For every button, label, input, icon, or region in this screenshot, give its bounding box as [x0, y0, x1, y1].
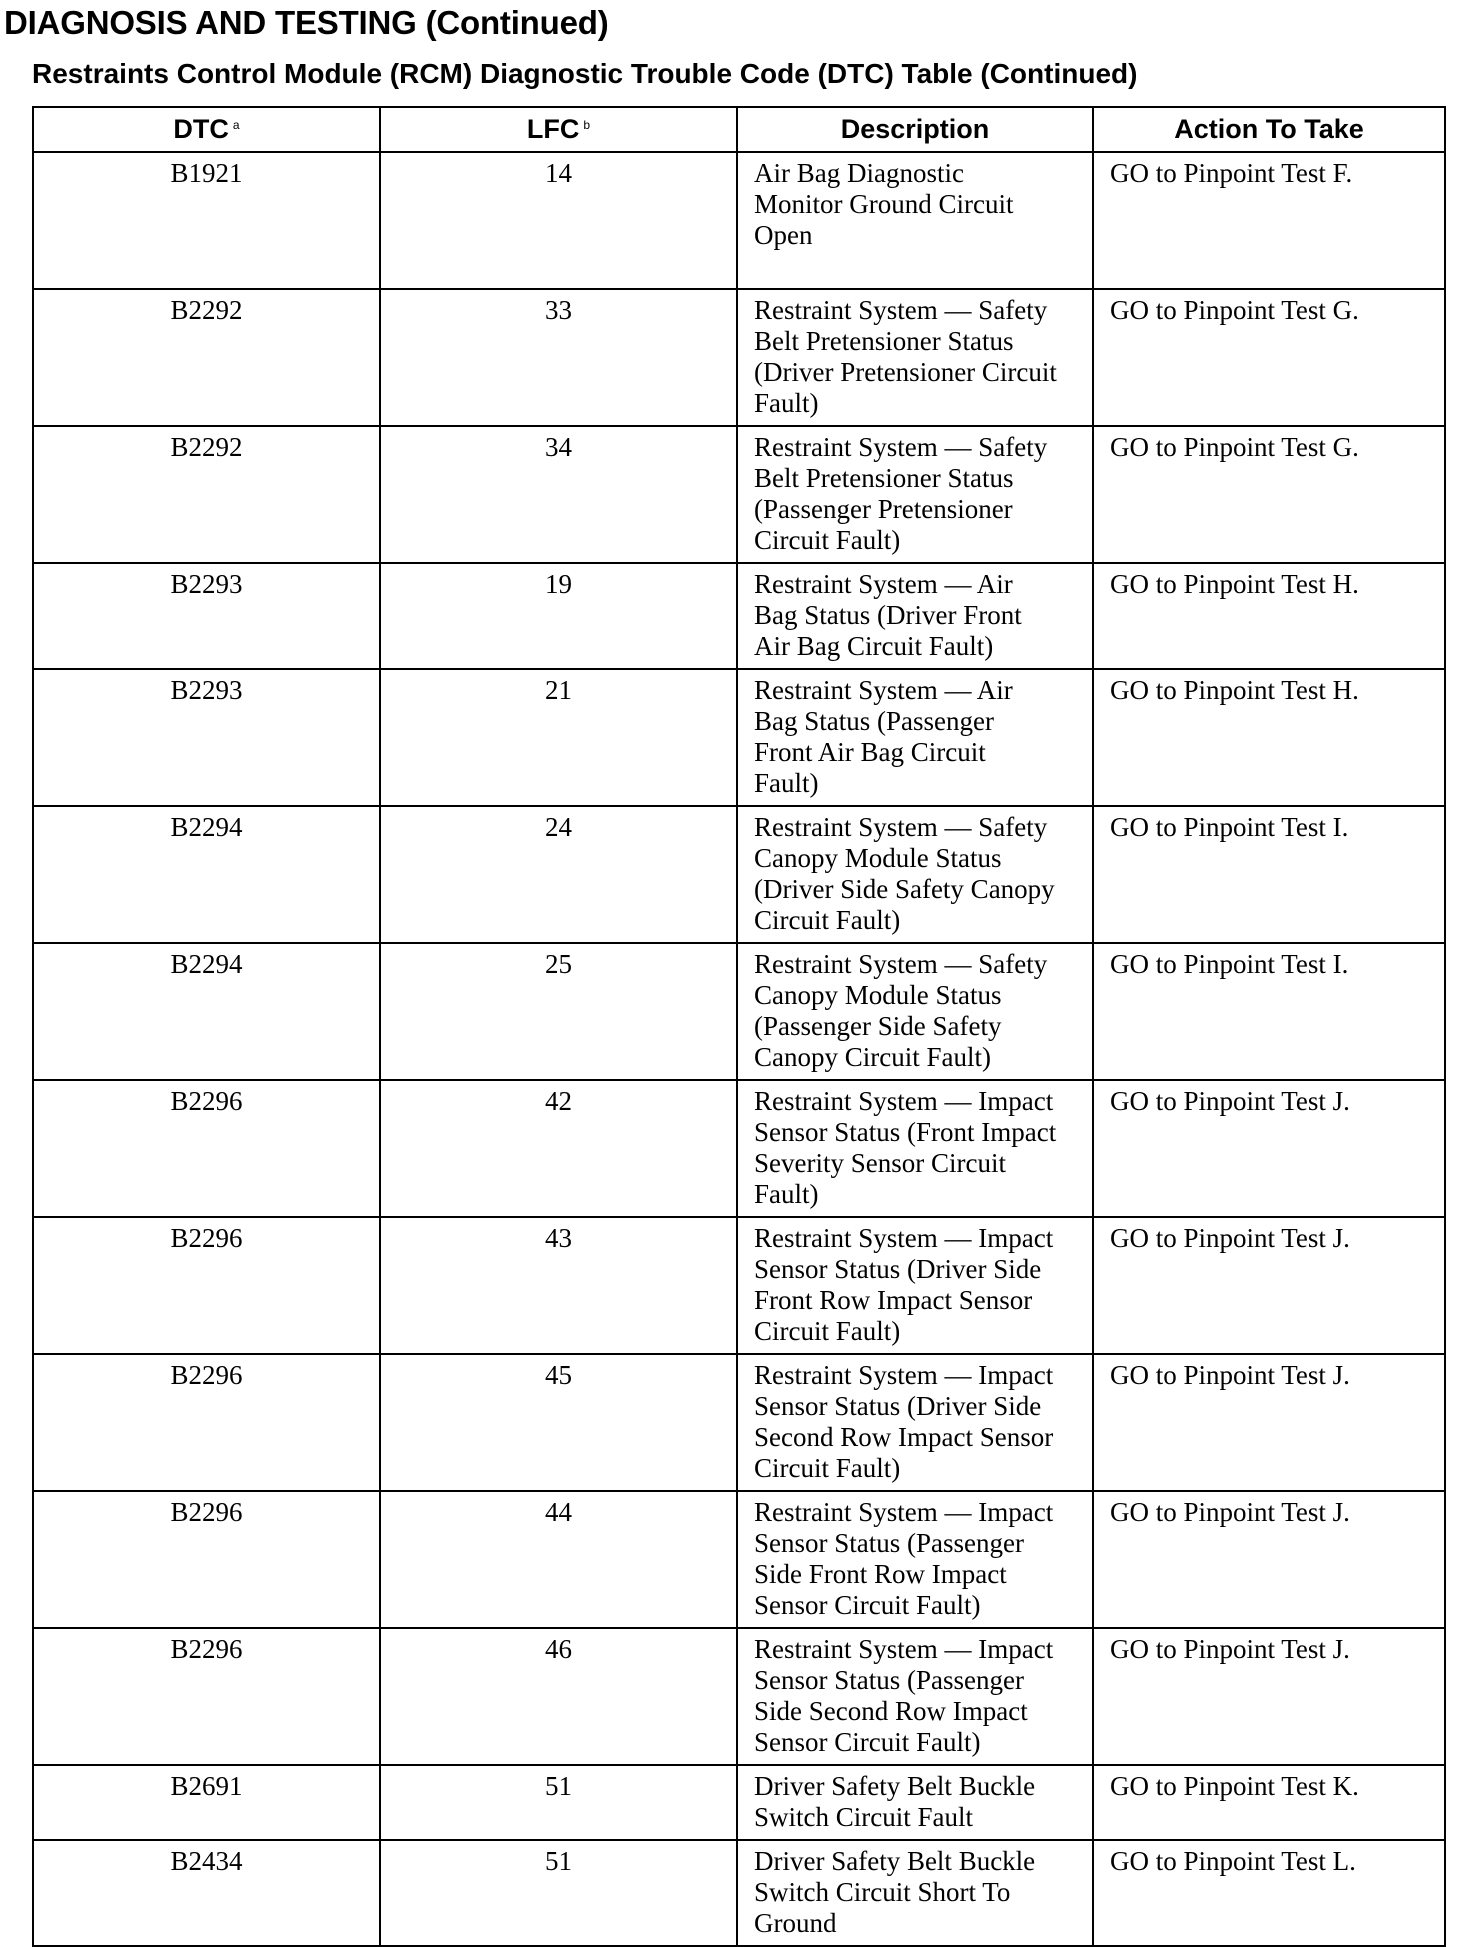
table-row [33, 669, 1445, 806]
cell-action: GO to Pinpoint Test H. [1093, 563, 1445, 669]
cell-lfc: 44 [380, 1491, 737, 1628]
table-row [33, 1840, 1445, 1946]
cell-action: GO to Pinpoint Test J. [1093, 1491, 1445, 1628]
description-line: Restraint System — Impact [754, 1634, 1054, 1664]
cell-lfc: 42 [380, 1080, 737, 1217]
description-line: Canopy Module Status [754, 980, 1002, 1010]
cell-lfc: 51 [380, 1765, 737, 1840]
description-line: Restraint System — Safety [754, 812, 1048, 842]
description-line: Severity Sensor Circuit [754, 1148, 1006, 1178]
cell-action: GO to Pinpoint Test L. [1093, 1840, 1445, 1946]
description-line: Restraint System — Impact [754, 1497, 1054, 1527]
table-row [33, 426, 1445, 563]
description-line: Fault) [754, 388, 819, 418]
column-header-action: Action To Take [1093, 107, 1445, 152]
cell-description [737, 563, 1093, 669]
description-line: Monitor Ground Circuit [754, 189, 1014, 219]
description-line: Open [754, 220, 813, 250]
table-row [33, 1080, 1445, 1217]
description-line: Fault) [754, 768, 819, 798]
description-line: Restraint System — Impact [754, 1086, 1054, 1116]
cell-action: GO to Pinpoint Test H. [1093, 669, 1445, 806]
description-line: (Passenger Side Safety [754, 1011, 1002, 1041]
cell-dtc: B2292 [33, 289, 380, 426]
description-line: Bag Status (Driver Front [754, 600, 1022, 630]
cell-description [737, 806, 1093, 943]
table-row [33, 1354, 1445, 1491]
cell-dtc: B2294 [33, 943, 380, 1080]
column-header-dtc-label: DTC [173, 114, 229, 144]
description-line: Restraint System — Impact [754, 1360, 1054, 1390]
description-line: Front Air Bag Circuit [754, 737, 986, 767]
cell-lfc: 33 [380, 289, 737, 426]
cell-description [737, 152, 1093, 289]
cell-description [737, 1840, 1093, 1946]
cell-dtc: B2296 [33, 1628, 380, 1765]
description-line: Restraint System — Safety [754, 949, 1048, 979]
cell-lfc: 24 [380, 806, 737, 943]
cell-description [737, 1628, 1093, 1765]
description-line: Switch Circuit Fault [754, 1802, 973, 1832]
description-line: Switch Circuit Short To [754, 1877, 1011, 1907]
table-row [33, 152, 1445, 289]
cell-action: GO to Pinpoint Test I. [1093, 943, 1445, 1080]
description-line: Second Row Impact Sensor [754, 1422, 1054, 1452]
cell-dtc: B2292 [33, 426, 380, 563]
cell-lfc: 19 [380, 563, 737, 669]
description-line: Canopy Module Status [754, 843, 1002, 873]
description-line: Bag Status (Passenger [754, 706, 994, 736]
table-row [33, 1628, 1445, 1765]
description-line: Belt Pretensioner Status [754, 326, 1014, 356]
description-line: Air Bag Diagnostic [754, 158, 964, 188]
column-header-description: Description [737, 107, 1093, 152]
cell-action: GO to Pinpoint Test F. [1093, 152, 1445, 289]
cell-lfc: 21 [380, 669, 737, 806]
cell-lfc: 34 [380, 426, 737, 563]
description-line: Sensor Status (Passenger [754, 1528, 1024, 1558]
description-line: Circuit Fault) [754, 905, 901, 935]
description-line: Ground [754, 1908, 837, 1938]
description-line: Fault) [754, 1179, 819, 1209]
table-header-row [33, 107, 1445, 152]
cell-dtc: B2434 [33, 1840, 380, 1946]
cell-description [737, 1080, 1093, 1217]
description-line: Side Second Row Impact [754, 1696, 1028, 1726]
description-line: Sensor Status (Driver Side [754, 1391, 1042, 1421]
cell-lfc: 25 [380, 943, 737, 1080]
cell-dtc: B2691 [33, 1765, 380, 1840]
description-line: Restraint System — Safety [754, 432, 1048, 462]
cell-lfc: 51 [380, 1840, 737, 1946]
cell-action: GO to Pinpoint Test G. [1093, 426, 1445, 563]
cell-action: GO to Pinpoint Test I. [1093, 806, 1445, 943]
cell-description [737, 1491, 1093, 1628]
table-row [33, 289, 1445, 426]
cell-description [737, 1217, 1093, 1354]
cell-dtc: B1921 [33, 152, 380, 289]
cell-dtc: B2296 [33, 1354, 380, 1491]
table-row [33, 1765, 1445, 1840]
description-line: Circuit Fault) [754, 1453, 901, 1483]
footnote-marker-a: a [232, 118, 240, 132]
description-line: Front Row Impact Sensor [754, 1285, 1033, 1315]
dtc-table [32, 106, 1446, 1947]
description-line: Sensor Circuit Fault) [754, 1590, 981, 1620]
description-line: Circuit Fault) [754, 1316, 901, 1346]
column-header-lfc-label: LFC [526, 114, 580, 144]
description-line: Belt Pretensioner Status [754, 463, 1014, 493]
cell-lfc: 14 [380, 152, 737, 289]
cell-dtc: B2296 [33, 1491, 380, 1628]
cell-description [737, 1765, 1093, 1840]
cell-dtc: B2294 [33, 806, 380, 943]
description-line: Sensor Status (Front Impact [754, 1117, 1057, 1147]
cell-lfc: 43 [380, 1217, 737, 1354]
table-row [33, 1217, 1445, 1354]
table-row [33, 806, 1445, 943]
cell-dtc: B2296 [33, 1080, 380, 1217]
description-line: Driver Safety Belt Buckle [754, 1771, 1036, 1801]
cell-description [737, 943, 1093, 1080]
description-line: Canopy Circuit Fault) [754, 1042, 991, 1072]
description-line: (Driver Side Safety Canopy [754, 874, 1055, 904]
table-title: Restraints Control Module (RCM) Diagnostic Trouble Code (DTC) Table (Continued) [32, 58, 1138, 89]
description-line: Sensor Status (Driver Side [754, 1254, 1042, 1284]
cell-action: GO to Pinpoint Test J. [1093, 1628, 1445, 1765]
table-body [33, 152, 1445, 1946]
description-line: Circuit Fault) [754, 525, 901, 555]
cell-action: GO to Pinpoint Test J. [1093, 1080, 1445, 1217]
cell-dtc: B2296 [33, 1217, 380, 1354]
table-row [33, 943, 1445, 1080]
cell-dtc: B2293 [33, 563, 380, 669]
description-line: Side Front Row Impact [754, 1559, 1007, 1589]
table-row [33, 563, 1445, 669]
description-line: Sensor Circuit Fault) [754, 1727, 981, 1757]
column-header-dtc [33, 107, 380, 152]
footnote-marker-b: b [583, 118, 591, 132]
description-line: Restraint System — Air [754, 675, 1013, 705]
description-line: Driver Safety Belt Buckle [754, 1846, 1036, 1876]
description-line: Restraint System — Safety [754, 295, 1048, 325]
description-line: Sensor Status (Passenger [754, 1665, 1024, 1695]
column-header-lfc [380, 107, 737, 152]
cell-lfc: 46 [380, 1628, 737, 1765]
cell-lfc: 45 [380, 1354, 737, 1491]
description-line: Air Bag Circuit Fault) [754, 631, 994, 661]
cell-action: GO to Pinpoint Test K. [1093, 1765, 1445, 1840]
cell-description [737, 289, 1093, 426]
description-line: (Passenger Pretensioner [754, 494, 1013, 524]
cell-action: GO to Pinpoint Test J. [1093, 1217, 1445, 1354]
cell-action: GO to Pinpoint Test G. [1093, 289, 1445, 426]
cell-description [737, 669, 1093, 806]
page-heading: DIAGNOSIS AND TESTING (Continued) [4, 4, 609, 41]
cell-description [737, 1354, 1093, 1491]
cell-description [737, 426, 1093, 563]
cell-action: GO to Pinpoint Test J. [1093, 1354, 1445, 1491]
description-line: Restraint System — Impact [754, 1223, 1054, 1253]
description-line: Restraint System — Air [754, 569, 1013, 599]
cell-dtc: B2293 [33, 669, 380, 806]
table-row [33, 1491, 1445, 1628]
description-line: (Driver Pretensioner Circuit [754, 357, 1057, 387]
